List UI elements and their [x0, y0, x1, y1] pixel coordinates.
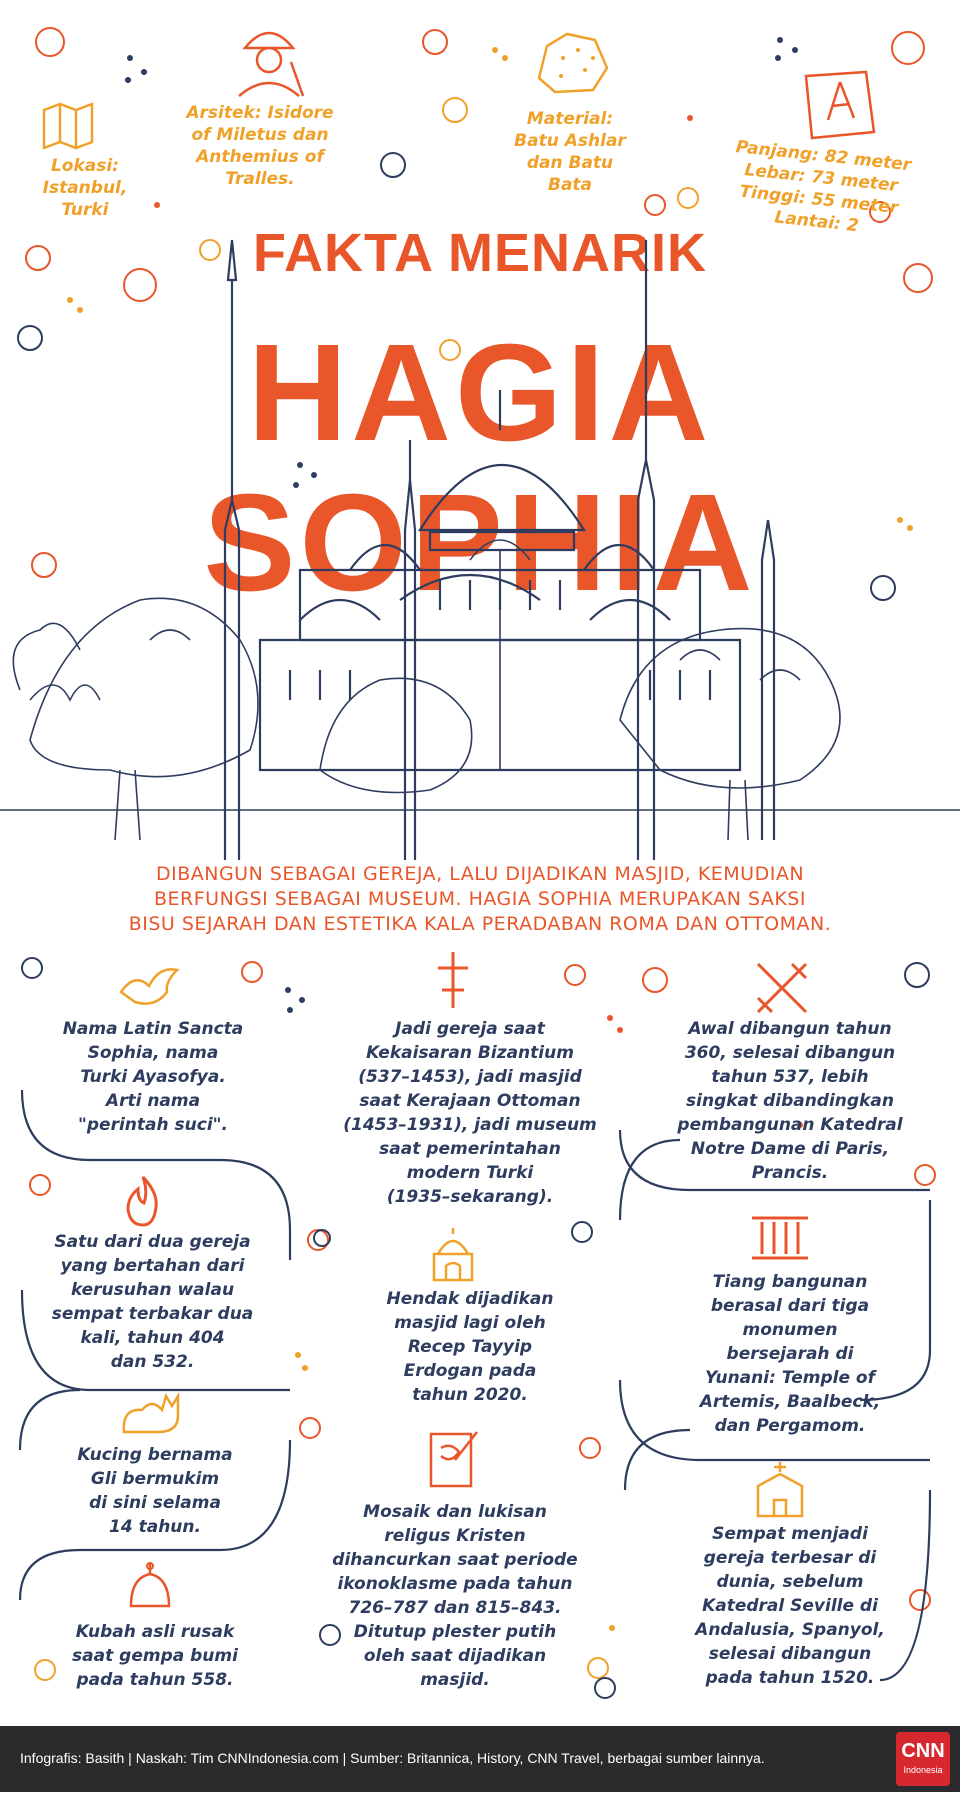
timeline-connectors — [0, 0, 960, 800]
fact-nama: Nama Latin Sancta Sophia, nama Turki Ayasofya. Arti nama "perintah suci". — [62, 1019, 244, 1135]
dove-icon — [115, 962, 185, 1012]
mosque-icon — [428, 1228, 478, 1283]
cat-icon — [118, 1388, 182, 1438]
cross-icon — [428, 950, 478, 1010]
fact-lokasi: Lokasi: Istanbul, Turki — [42, 156, 128, 220]
pillars-icon — [748, 1212, 812, 1262]
fact-tiang: Tiang bangunan berasal dari tiga monumen bersejarah di Yunani: Temple of Artemis, Baalbeck, dan Pergamom. — [699, 1272, 881, 1436]
dome-icon — [125, 1562, 175, 1612]
fact-dimensi: Panjang: 82 meter Lebar: 73 meter Tinggi: 55 meter Lantai: 2 — [734, 137, 913, 237]
fact-terbesar: Sempat menjadi gereja terbesar di dunia, sebelum Katedral Seville di Andalusia, Spanyol, selesai dibangun pada tahun 1520. — [695, 1524, 885, 1688]
fact-awal: Awal dibangun tahun 360, selesai dibangun tahun 537, lebih singkat dibandingkan pembangunan Katedral Notre Dame di Paris, Prancis. — [677, 1019, 903, 1183]
fact-bertahan: Satu dari dua gereja yang bertahan dari kerusuhan walau sempat terbakar dua kali, tahun 404 dan 532. — [51, 1232, 254, 1372]
fact-mosaik: Mosaik dan lukisan religus Kristen dihancurkan saat periode ikonoklasme pada tahun 726–787 dan 815–843. Ditutup plester putih oleh saat dijadikan masjid. — [332, 1502, 578, 1690]
logo-subtext: Indonesia — [903, 1765, 943, 1775]
fact-kucing: Kucing bernama Gli bermukim di sini selama 14 tahun. — [77, 1445, 233, 1537]
title-main: HAGIA SOPHIA — [203, 316, 757, 620]
fact-gereja: Jadi gereja saat Kekaisaran Bizantium (537–1453), jadi masjid saat Kerajaan Ottoman (1453–1931), jadi museum saat pemerintahan modern Turki (1935–sekarang). — [343, 1019, 597, 1207]
painting-icon — [425, 1428, 485, 1492]
cnn-indonesia-logo — [896, 1732, 950, 1786]
intro-paragraph: DIBANGUN SEBAGAI GEREJA, LALU DIJADIKAN MASJID, KEMUDIAN BERFUNGSI SEBAGAI MUSEUM. HAGIA SOPHIA MERUPAKAN SAKSI BISU SEJARAH DAN ESTETIKA KALA PERADABAN ROMA DAN OTTOMAN. — [128, 863, 832, 935]
fire-icon — [118, 1173, 168, 1228]
tools-icon — [752, 958, 812, 1018]
footer — [0, 1726, 960, 1792]
church-icon — [752, 1460, 808, 1520]
fact-material: Material: Batu Ashlar dan Batu Bata — [514, 109, 626, 195]
logo-text: CNN — [901, 1740, 945, 1762]
fact-erdogan: Hendak dijadikan masjid lagi oleh Recep Tayyip Erdogan pada tahun 2020. — [386, 1289, 554, 1405]
footer-credits: Infografis: Basith | Naskah: Tim CNNIndonesia.com | Sumber: Britannica, History, CNN Travel, berbagai sumber lainnya. — [20, 1750, 765, 1766]
fact-arsitek: Arsitek: Isidore of Miletus dan Anthemius of Tralles. — [186, 103, 334, 189]
fact-kubah: Kubah asli rusak saat gempa bumi pada tahun 558. — [72, 1622, 238, 1690]
title-subtitle: FAKTA MENARIK — [253, 223, 707, 283]
